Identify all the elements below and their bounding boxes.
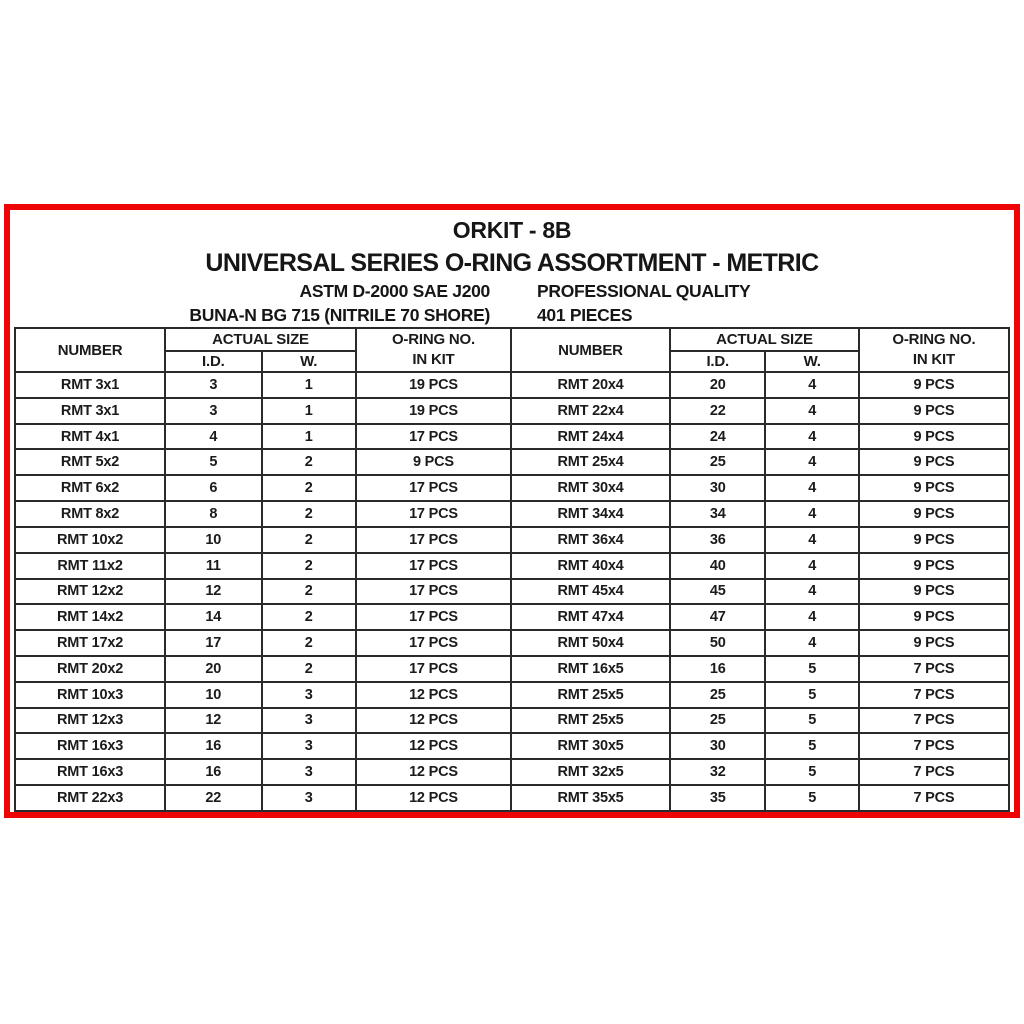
cell-id: 11	[165, 553, 261, 579]
cell-number: RMT 25x4	[511, 449, 670, 475]
cell-kit: 9 PCS	[356, 449, 511, 475]
table-row	[15, 785, 1009, 811]
cell-w: 4	[765, 527, 858, 553]
spec-row-1	[10, 281, 1014, 302]
cell-id: 47	[670, 604, 765, 630]
cell-kit: 12 PCS	[356, 733, 511, 759]
cell-kit: 7 PCS	[859, 708, 1009, 734]
cell-w: 2	[262, 553, 356, 579]
cell-w: 2	[262, 475, 356, 501]
spec-piece-count: 401 PIECES	[537, 305, 633, 325]
cell-kit: 17 PCS	[356, 630, 511, 656]
cell-kit: 17 PCS	[356, 553, 511, 579]
cell-number: RMT 14x2	[15, 604, 165, 630]
cell-number: RMT 3x1	[15, 398, 165, 424]
cell-id: 24	[670, 424, 765, 450]
cell-w: 3	[262, 708, 356, 734]
cell-number: RMT 17x2	[15, 630, 165, 656]
oring-assortment-table	[14, 327, 1010, 812]
cell-w: 4	[765, 604, 858, 630]
col-header-oring-no-left	[356, 328, 511, 372]
cell-id: 45	[670, 579, 765, 605]
cell-w: 2	[262, 449, 356, 475]
cell-number: RMT 3x1	[15, 372, 165, 398]
col-header-oring-no-right	[859, 328, 1009, 372]
cell-id: 14	[165, 604, 261, 630]
cell-id: 12	[165, 708, 261, 734]
table-row	[15, 630, 1009, 656]
cell-w: 2	[262, 579, 356, 605]
cell-id: 20	[670, 372, 765, 398]
cell-id: 35	[670, 785, 765, 811]
cell-id: 22	[165, 785, 261, 811]
cell-w: 4	[765, 398, 858, 424]
cell-w: 5	[765, 656, 858, 682]
cell-w: 3	[262, 682, 356, 708]
cell-number: RMT 8x2	[15, 501, 165, 527]
cell-kit: 17 PCS	[356, 501, 511, 527]
cell-w: 4	[765, 501, 858, 527]
cell-w: 4	[765, 579, 858, 605]
cell-kit: 9 PCS	[859, 398, 1009, 424]
cell-number: RMT 16x5	[511, 656, 670, 682]
cell-w: 5	[765, 733, 858, 759]
cell-id: 3	[165, 398, 261, 424]
cell-kit: 17 PCS	[356, 475, 511, 501]
table-row	[15, 682, 1009, 708]
cell-w: 2	[262, 656, 356, 682]
col-header-oring-no-line1: O-RING NO.	[391, 331, 475, 348]
cell-number: RMT 5x2	[15, 449, 165, 475]
table-row	[15, 449, 1009, 475]
cell-number: RMT 16x3	[15, 759, 165, 785]
cell-number: RMT 11x2	[15, 553, 165, 579]
cell-number: RMT 16x3	[15, 733, 165, 759]
cell-number: RMT 47x4	[511, 604, 670, 630]
oring-kit-label-sheet	[4, 204, 1020, 818]
cell-id: 12	[165, 579, 261, 605]
col-header-actual-size-right: ACTUAL SIZE	[670, 328, 859, 351]
cell-kit: 12 PCS	[356, 682, 511, 708]
cell-kit: 9 PCS	[859, 475, 1009, 501]
cell-id: 30	[670, 733, 765, 759]
cell-kit: 7 PCS	[859, 785, 1009, 811]
cell-w: 4	[765, 475, 858, 501]
cell-kit: 9 PCS	[859, 501, 1009, 527]
cell-id: 25	[670, 682, 765, 708]
cell-number: RMT 22x3	[15, 785, 165, 811]
cell-number: RMT 24x4	[511, 424, 670, 450]
cell-w: 5	[765, 759, 858, 785]
cell-number: RMT 34x4	[511, 501, 670, 527]
table-row	[15, 604, 1009, 630]
cell-number: RMT 45x4	[511, 579, 670, 605]
col-header-oring-no-line1: O-RING NO.	[892, 331, 976, 348]
cell-number: RMT 20x4	[511, 372, 670, 398]
cell-id: 40	[670, 553, 765, 579]
cell-kit: 7 PCS	[859, 656, 1009, 682]
kit-title: ORKIT - 8B	[452, 217, 572, 243]
cell-w: 5	[765, 785, 858, 811]
spec-row-2	[10, 305, 1014, 326]
table-row	[15, 656, 1009, 682]
table-row	[15, 501, 1009, 527]
cell-number: RMT 35x5	[511, 785, 670, 811]
cell-id: 32	[670, 759, 765, 785]
cell-w: 2	[262, 630, 356, 656]
cell-kit: 7 PCS	[859, 733, 1009, 759]
cell-id: 10	[165, 527, 261, 553]
cell-kit: 12 PCS	[356, 708, 511, 734]
cell-id: 16	[165, 759, 261, 785]
cell-number: RMT 12x2	[15, 579, 165, 605]
kit-subtitle: UNIVERSAL SERIES O-RING ASSORTMENT - METRIC	[205, 249, 819, 277]
cell-id: 22	[670, 398, 765, 424]
cell-number: RMT 4x1	[15, 424, 165, 450]
cell-number: RMT 25x5	[511, 682, 670, 708]
cell-w: 4	[765, 630, 858, 656]
sheet-header	[10, 210, 1014, 327]
cell-kit: 9 PCS	[859, 579, 1009, 605]
cell-kit: 19 PCS	[356, 398, 511, 424]
cell-kit: 17 PCS	[356, 527, 511, 553]
col-header-w-right: W.	[765, 351, 858, 372]
cell-number: RMT 40x4	[511, 553, 670, 579]
table-row	[15, 475, 1009, 501]
cell-kit: 9 PCS	[859, 424, 1009, 450]
cell-number: RMT 25x5	[511, 708, 670, 734]
cell-number: RMT 50x4	[511, 630, 670, 656]
table-row	[15, 527, 1009, 553]
cell-id: 20	[165, 656, 261, 682]
header-row-1	[15, 328, 1009, 351]
cell-kit: 17 PCS	[356, 424, 511, 450]
cell-w: 3	[262, 759, 356, 785]
cell-number: RMT 30x5	[511, 733, 670, 759]
table-row	[15, 579, 1009, 605]
cell-kit: 9 PCS	[859, 449, 1009, 475]
col-header-number-left: NUMBER	[15, 328, 165, 372]
cell-w: 2	[262, 527, 356, 553]
cell-w: 1	[262, 372, 356, 398]
table-row	[15, 424, 1009, 450]
spec-material: BUNA-N BG 715 (NITRILE 70 SHORE)	[189, 305, 490, 325]
cell-id: 25	[670, 449, 765, 475]
cell-id: 6	[165, 475, 261, 501]
table-row	[15, 708, 1009, 734]
cell-id: 3	[165, 372, 261, 398]
col-header-w-left: W.	[262, 351, 356, 372]
table-row	[15, 759, 1009, 785]
cell-number: RMT 22x4	[511, 398, 670, 424]
cell-id: 16	[670, 656, 765, 682]
cell-kit: 12 PCS	[356, 759, 511, 785]
cell-number: RMT 30x4	[511, 475, 670, 501]
spec-standard: ASTM D-2000 SAE J200	[299, 281, 490, 301]
cell-id: 34	[670, 501, 765, 527]
cell-kit: 9 PCS	[859, 630, 1009, 656]
cell-w: 1	[262, 424, 356, 450]
cell-w: 1	[262, 398, 356, 424]
cell-kit: 7 PCS	[859, 682, 1009, 708]
cell-kit: 12 PCS	[356, 785, 511, 811]
cell-w: 3	[262, 733, 356, 759]
cell-id: 8	[165, 501, 261, 527]
cell-id: 17	[165, 630, 261, 656]
cell-w: 4	[765, 553, 858, 579]
cell-kit: 17 PCS	[356, 604, 511, 630]
cell-id: 4	[165, 424, 261, 450]
cell-kit: 9 PCS	[859, 372, 1009, 398]
col-header-number-right: NUMBER	[511, 328, 670, 372]
table-header	[15, 328, 1009, 372]
cell-number: RMT 12x3	[15, 708, 165, 734]
cell-w: 4	[765, 372, 858, 398]
spec-quality: PROFESSIONAL QUALITY	[537, 281, 751, 301]
cell-id: 10	[165, 682, 261, 708]
cell-number: RMT 10x3	[15, 682, 165, 708]
cell-w: 4	[765, 424, 858, 450]
cell-kit: 17 PCS	[356, 579, 511, 605]
cell-w: 2	[262, 604, 356, 630]
cell-w: 4	[765, 449, 858, 475]
cell-id: 50	[670, 630, 765, 656]
cell-kit: 9 PCS	[859, 527, 1009, 553]
cell-kit: 9 PCS	[859, 553, 1009, 579]
col-header-oring-no-line2: IN KIT	[412, 351, 455, 368]
cell-kit: 19 PCS	[356, 372, 511, 398]
cell-w: 3	[262, 785, 356, 811]
cell-number: RMT 32x5	[511, 759, 670, 785]
table-body	[15, 372, 1009, 811]
table-row	[15, 733, 1009, 759]
cell-id: 25	[670, 708, 765, 734]
cell-w: 5	[765, 708, 858, 734]
cell-w: 5	[765, 682, 858, 708]
col-header-id-right: I.D.	[670, 351, 765, 372]
table-row	[15, 372, 1009, 398]
col-header-actual-size-left: ACTUAL SIZE	[165, 328, 356, 351]
cell-number: RMT 6x2	[15, 475, 165, 501]
cell-number: RMT 36x4	[511, 527, 670, 553]
cell-id: 30	[670, 475, 765, 501]
cell-id: 16	[165, 733, 261, 759]
col-header-oring-no-line2: IN KIT	[912, 351, 955, 368]
cell-w: 2	[262, 501, 356, 527]
cell-id: 36	[670, 527, 765, 553]
col-header-id-left: I.D.	[165, 351, 261, 372]
cell-number: RMT 10x2	[15, 527, 165, 553]
table-row	[15, 553, 1009, 579]
cell-number: RMT 20x2	[15, 656, 165, 682]
cell-kit: 9 PCS	[859, 604, 1009, 630]
table-row	[15, 398, 1009, 424]
cell-kit: 17 PCS	[356, 656, 511, 682]
cell-kit: 7 PCS	[859, 759, 1009, 785]
cell-id: 5	[165, 449, 261, 475]
